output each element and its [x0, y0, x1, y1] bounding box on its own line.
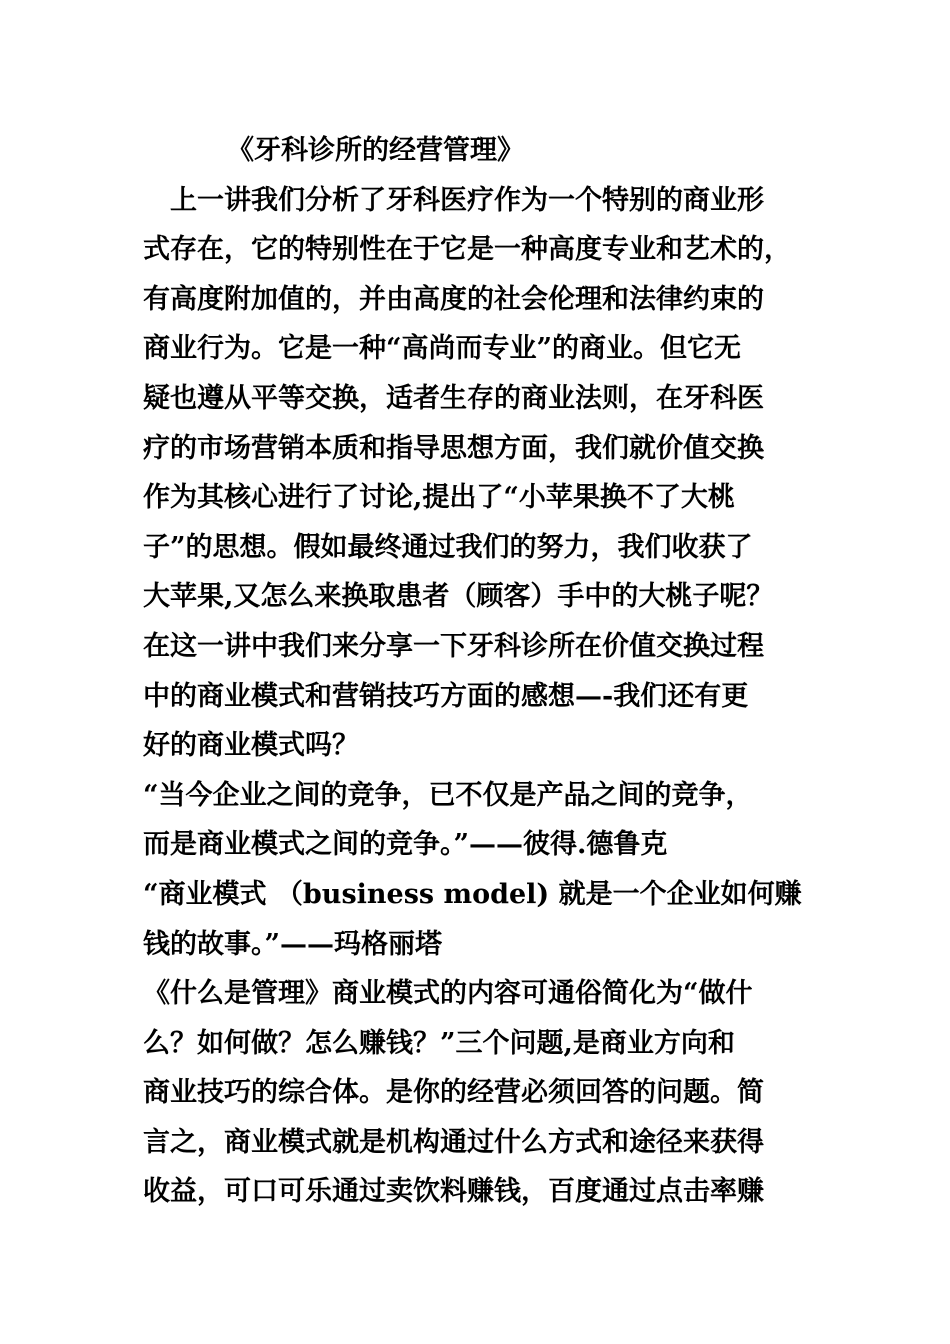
paragraph-line: 上一讲我们分析了牙科医疗作为一个特别的商业形	[170, 184, 764, 216]
paragraph-line: 式存在，它的特别性在于它是一种高度专业和艺术的，	[143, 234, 791, 266]
paragraph-line: 作为其核心进行了讨论,提出了“小苹果换不了大桃	[143, 482, 735, 514]
paragraph-line: 子”的思想。假如最终通过我们的努力，我们收获了	[143, 531, 753, 563]
paragraph-line: 在这一讲中我们来分享一下牙科诊所在价值交换过程	[143, 630, 764, 662]
quote-line: “商业模式 （business model) 就是一个企业如何赚	[143, 878, 802, 910]
quote-line: 钱的故事。”——玛格丽塔	[143, 928, 443, 960]
paragraph-line: 商业技巧的综合体。是你的经营必须回答的问题。简	[143, 1077, 764, 1109]
document-title: 《牙科诊所的经营管理》	[227, 135, 524, 166]
paragraph-line: 商业行为。它是一种“高尚而专业”的商业。但它无	[143, 333, 742, 365]
quote-line: “当今企业之间的竞争，已不仅是产品之间的竞争，	[143, 779, 753, 811]
paragraph-line: 中的商业模式和营销技巧方面的感想—-我们还有更	[143, 680, 749, 712]
paragraph-line: 大苹果,又怎么来换取患者（顾客）手中的大桃子呢？	[143, 581, 774, 613]
paragraph-line: 好的商业模式吗？	[143, 730, 359, 762]
paragraph-line: 收益，可口可乐通过卖饮料赚钱，百度通过点击率赚	[143, 1176, 764, 1208]
paragraph-line: 疗的市场营销本质和指导思想方面，我们就价值交换	[143, 432, 764, 464]
paragraph-line: 么？如何做？怎么赚钱？”三个问题,是商业方向和	[143, 1027, 735, 1059]
paragraph-line: 有高度附加值的，并由高度的社会伦理和法律约束的	[143, 283, 764, 315]
paragraph-line: 言之，商业模式就是机构通过什么方式和途径来获得	[143, 1126, 764, 1158]
quote-line: 而是商业模式之间的竞争。”——彼得.德鲁克	[143, 829, 668, 861]
paragraph-line: 《什么是管理》商业模式的内容可通俗简化为“做什	[143, 978, 753, 1010]
document-body	[143, 126, 833, 1217]
paragraph-line: 疑也遵从平等交换，适者生存的商业法则，在牙科医	[143, 382, 764, 414]
